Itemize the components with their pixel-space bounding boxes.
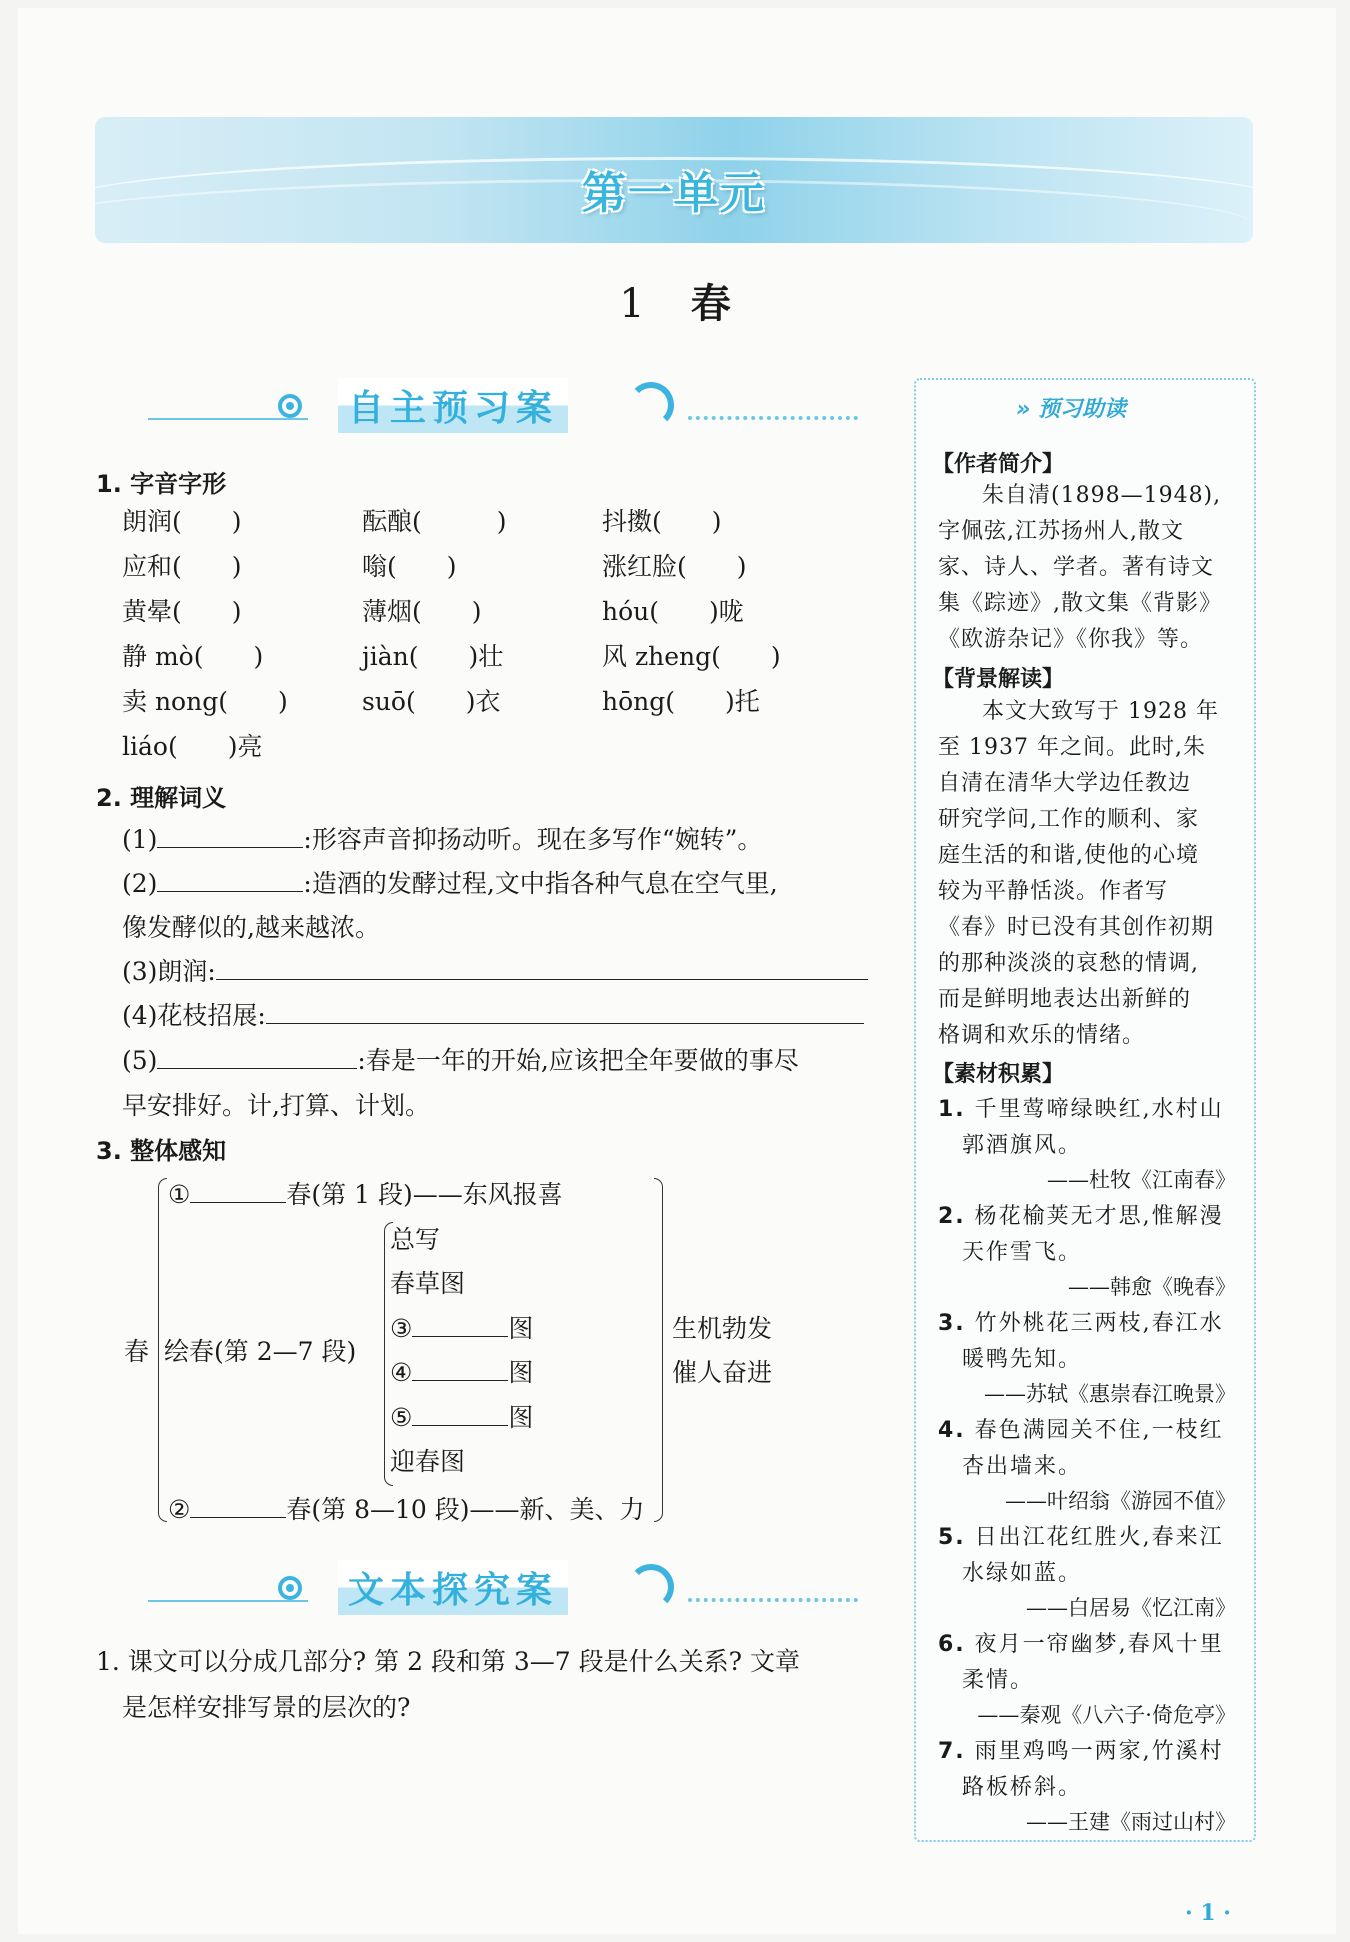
brace-right [654,1178,663,1522]
q2-line-5b: 早安排好。计,打算、计划。 [122,1091,430,1120]
blank[interactable] [190,1493,286,1518]
pinyin-item[interactable]: 薄烟( ) [362,597,482,626]
q2-line-1: (1) :形容声音抑扬动听。现在多写作“婉转”。 [122,825,763,854]
pinyin-item[interactable]: 静 mò( ) [122,642,264,671]
blank[interactable] [412,1312,508,1337]
study-q1-line-1: 1. 课文可以分成几部分? 第 2 段和第 3—7 段是什么关系? 文章 [96,1647,801,1676]
author-text: 朱自清(1898—1948), 字佩弦,江苏扬州人,散文 家、诗人、学者。著有诗文 集《踪迹》,散文集《背影》 《欧游杂记》《你我》等。 [938,483,1222,652]
lesson-title [0,272,1350,329]
poem-item: 6. 夜月一帘幽梦,春风十里 柔情。 [938,1632,1224,1693]
background-line: 格调和欢乐的情绪。 [938,1023,1146,1048]
poem-source: ——苏轼《惠崇春江晚景》 [984,1382,1236,1406]
section-header-preview: 自主预习案 [148,378,868,432]
poem-item: 5. 日出江花红胜火,春来江 水绿如蓝。 [938,1525,1224,1586]
blank[interactable] [157,867,303,892]
q1-heading: 1. 字音字形 [96,470,227,498]
poem-source: ——白居易《忆江南》 [1026,1596,1236,1620]
q3-sub-1: 总写 [390,1225,441,1254]
pinyin-item[interactable]: 风 zheng( ) [602,642,781,671]
pinyin-item[interactable]: 酝酿( ) [362,507,507,536]
q3-heading: 3. 整体感知 [96,1137,227,1165]
sidebar-title: » 预习助读 [1016,397,1126,422]
background-line: 的那种淡淡的哀愁的情调, [938,951,1199,976]
background-line: 研究学问,工作的顺利、家 [938,807,1199,832]
poem-item: 3. 竹外桃花三两枝,春江水 暖鸭先知。 [938,1311,1224,1372]
q2-line-5: (5) :春是一年的开始,应该把全年要做的事尽 [122,1046,799,1075]
target-icon [278,394,302,418]
poem-source: ——韩愈《晚春》 [1068,1275,1236,1299]
blank[interactable] [412,1401,508,1426]
pinyin-item[interactable]: 嗡( ) [362,552,457,581]
q3-sub-4: ④ 图 [390,1358,534,1387]
blank[interactable] [157,1044,357,1069]
poem-item: 1. 千里莺啼绿映红,水村山 郭酒旗风。 [938,1097,1224,1158]
poem-source: ——叶绍翁《游园不值》 [1005,1489,1236,1513]
pinyin-item[interactable]: 黄晕( ) [122,597,242,626]
pinyin-item[interactable]: hōng( )托 [602,687,760,716]
poem-source: ——杜牧《江南春》 [1047,1168,1236,1192]
background-heading: 【背景解读】 [932,667,1065,692]
swirl-icon [628,1564,674,1610]
poem-item: 2. 杨花榆荚无才思,惟解漫 天作雪飞。 [938,1204,1224,1265]
background-text [938,694,1234,1054]
q3-row-3: ② 春(第 8—10 段)——新、美、力 [168,1495,645,1524]
pinyin-item[interactable]: 抖擞( ) [602,507,722,536]
poem-item: 4. 春色满园关不住,一枝红 杏出墙来。 [938,1418,1224,1479]
q3-sub-6: 迎春图 [390,1447,466,1476]
unit-title: 第一单元 [582,168,766,219]
poem-source: ——秦观《八六子·倚危亭》 [977,1703,1236,1727]
blank[interactable] [266,999,864,1024]
poem-source: ——王建《雨过山村》 [1026,1810,1236,1834]
pinyin-item[interactable]: 涨红脸( ) [602,552,747,581]
target-icon [278,1576,302,1600]
swirl-icon [628,382,674,428]
blank[interactable] [412,1356,508,1381]
study-q1-line-2: 是怎样安排写景的层次的? [122,1693,411,1722]
chevron-icon: » [1016,397,1031,422]
background-line: 庭生活的和谐,使他的心境 [938,843,1199,868]
q3-root: 春 [124,1337,150,1366]
lesson-number: 1 [619,281,645,327]
blank[interactable] [216,955,868,980]
blank[interactable] [157,823,303,848]
q2-heading: 2. 理解词义 [96,784,227,812]
q3-mid: 绘春(第 2—7 段) [164,1337,357,1366]
background-line: 自清在清华大学边任教边 [938,771,1192,796]
background-line: 较为平静恬淡。作者写 [938,879,1169,904]
page-number: · 1 · [1185,1900,1231,1926]
background-line: 而是鲜明地表达出新鲜的 [938,987,1192,1012]
q2-line-4: (4)花枝招展: [122,996,864,1032]
q2-line-3: (3)朗润: [122,952,868,988]
material-heading: 【素材积累】 [932,1062,1065,1087]
pinyin-item[interactable]: 朗润( ) [122,507,242,536]
pinyin-item[interactable]: 卖 nong( ) [122,687,288,716]
pinyin-item[interactable]: liáo( )亮 [122,732,263,761]
q3-row-1: ① 春(第 1 段)——东风报喜 [168,1180,563,1209]
background-line: 至 1937 年之间。此时,朱 [938,735,1206,760]
q3-sub-3: ③ 图 [390,1314,534,1343]
q3-conclusion-2: 催人奋进 [672,1358,773,1387]
section-header-study: 文本探究案 [148,1560,868,1614]
unit-banner [95,117,1253,243]
pinyin-item[interactable]: 应和( ) [122,552,242,581]
q3-sub-2: 春草图 [390,1269,466,1298]
poem-item: 7. 雨里鸡鸣一两家,竹溪村 路板桥斜。 [938,1739,1224,1800]
author-heading: 【作者简介】 [932,452,1065,477]
q2-line-2b: 像发酵似的,越来越浓。 [122,913,380,942]
lesson-name: 春 [690,280,731,327]
q3-conclusion-1: 生机勃发 [672,1314,773,1343]
blank[interactable] [190,1178,286,1203]
q2-line-2: (2) :造酒的发酵过程,文中指各种气息在空气里, [122,869,778,898]
pinyin-item[interactable]: suō( )衣 [362,687,501,716]
q3-sub-5: ⑤ 图 [390,1403,534,1432]
background-line: 本文大致写于 1928 年 [982,699,1219,724]
pinyin-item[interactable]: jiàn( )壮 [362,642,504,671]
pinyin-item[interactable]: hóu( )咙 [602,597,744,626]
background-line: 《春》时已没有其创作初期 [938,915,1215,940]
